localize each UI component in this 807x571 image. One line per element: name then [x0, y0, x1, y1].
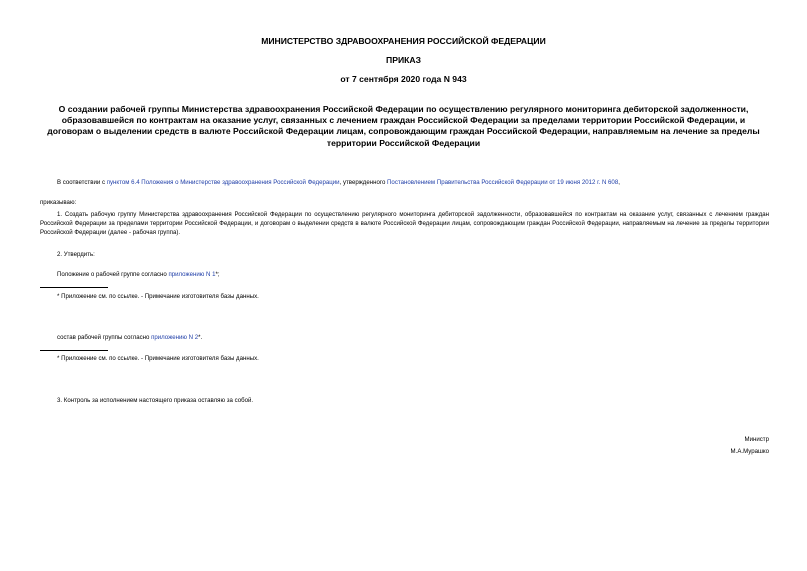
document-date-number: от 7 сентября 2020 года N 943 [340, 74, 467, 84]
document-title: О создании рабочей группы Министерства здравоохранения Российской Федерации по осуществлению регулярного мониторинга дебиторской задолженности, образовавшейся по контрактам на оказание услуг, связанных с лечением граждан Российской Федерации за пределами территории Российской Федерации, и договорам о выделении средств в валюте Российской Федерации лицам, сопровождающим граждан Российской Федерации, направляемым на лечение за пределы территории Российской Федерации [47, 104, 760, 148]
ministry-heading: МИНИСТЕРСТВО ЗДРАВООХРАНЕНИЯ РОССИЙСКОЙ ФЕДЕРАЦИИ [261, 36, 546, 46]
item-3-paragraph: 3. Контроль за исполнением настоящего приказа оставляю за собой. [57, 397, 254, 404]
footnote-divider [40, 350, 108, 351]
preamble-middle: , утвержденного [339, 179, 388, 186]
footnote-2: * Приложение см. по ссылке. - Примечание изготовителя базы данных. [57, 355, 259, 362]
item-2b-paragraph [57, 333, 202, 342]
item-2b-prefix: состав рабочей группы согласно [57, 334, 152, 341]
item-2b-suffix: *. [198, 334, 203, 341]
item-1-paragraph: 1. Создать рабочую группу Министерства здравоохранения Российской Федерации по осуществлению регулярного мониторинга дебиторской задолженности, образовавшейся по контрактам на оказание услуг, связанных с лечением граждан Российской Федерации за пределами территории Российской Федерации, и договорам о выделении средств в валюте Российской Федерации лицам, сопровождающим граждан Российской Федерации, направляемым на лечение за пределы территории Российской Федерации (далее - рабочая группа). [40, 211, 769, 236]
order-word: приказываю: [40, 199, 77, 206]
preamble-prefix: В соответствии с [57, 179, 107, 186]
appendix-1-link[interactable]: приложению N 1 [168, 271, 216, 278]
appendix-2-link[interactable]: приложению N 2 [151, 334, 199, 341]
item-2a-paragraph [57, 270, 220, 279]
footnote-1: * Приложение см. по ссылке. - Примечание изготовителя базы данных. [57, 293, 259, 300]
regulation-link[interactable]: пунктом 6.4 Положения о Министерстве здравоохранения Российской Федерации [106, 179, 340, 186]
footnote-divider [40, 287, 108, 288]
item-2a-suffix: *; [215, 271, 220, 278]
item-2-paragraph: 2. Утвердить: [57, 251, 95, 258]
preamble-paragraph [57, 178, 769, 187]
government-decree-link[interactable]: Постановлением Правительства Российской Федерации от 19 июня 2012 г. N 608 [387, 179, 619, 186]
item-2a-prefix: Положение о рабочей группе согласно [57, 271, 169, 278]
document-type: ПРИКАЗ [386, 55, 421, 65]
signature-name: М.А.Мурашко [730, 448, 769, 455]
preamble-suffix: , [618, 179, 620, 186]
signature-position: Министр [744, 436, 769, 443]
